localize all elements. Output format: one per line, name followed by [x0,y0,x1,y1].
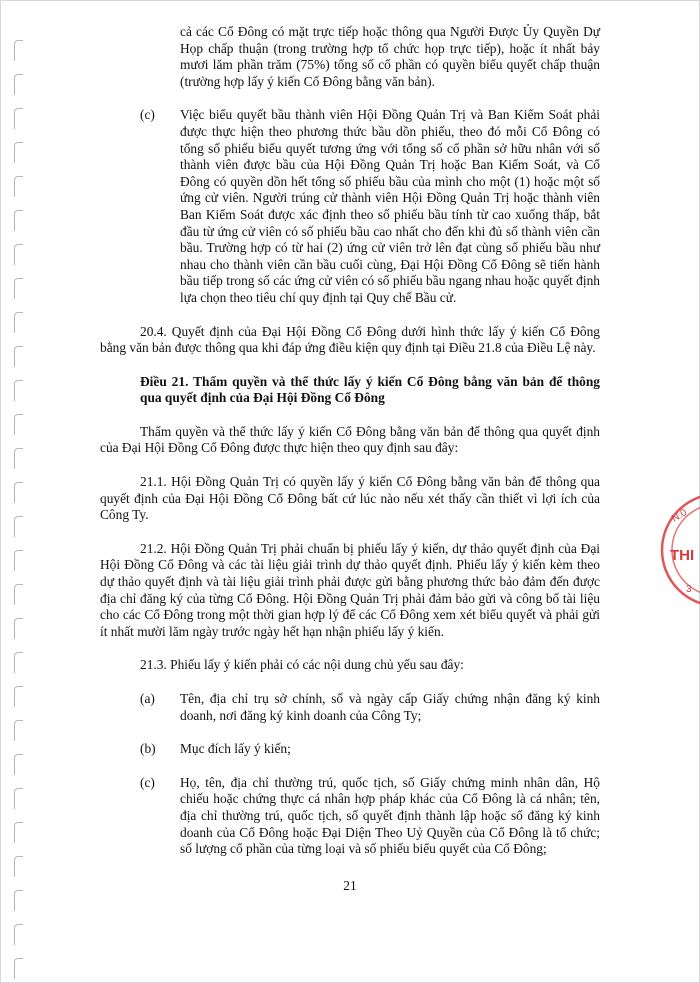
seal-text-bottom: 3 [686,584,692,595]
page-number: 21 [343,878,357,893]
binding-hole [14,652,23,673]
binding-holes [0,0,30,983]
binding-hole [14,482,23,503]
binding-hole [14,754,23,775]
binding-hole [14,346,23,367]
list-item-c-contents [100,775,600,858]
binding-hole [14,958,23,979]
binding-hole [14,924,23,945]
binding-hole [14,414,23,435]
list-item-text: Việc biểu quyết bầu thành viên Hội Đồng Quản Trị và Ban Kiểm Soát phải được thực hiện theo phương thức bầu dồn phiếu, theo đó mỗi Cổ Đông có tổng số phiếu biểu quyết tương ứng với tổng số cổ phần sở hữu nhân với số thành viên được bầu của Hội Đồng Quản Trị hoặc Ban Kiểm Soát, và Cổ Đông có quyền dồn hết tổng số phiếu bầu của mình cho một (1) hoặc một số ứng cử viên. Người trúng cử thành viên Hội Đồng Quản Trị hoặc thành viên Ban Kiểm Soát được xác định theo số phiếu bầu tính từ cao xuống thấp, bắt đầu từ ứng cử viên có số phiếu bầu cao nhất cho đến khi đủ số thành viên cần bầu. Trường hợp có từ hai (2) ứng cử viên trở lên đạt cùng số phiếu bầu như nhau cho thành viên cần bầu cuối cùng, Đại Hội Đồng Cổ Đông sẽ tiến hành bầu tiếp trong số các ứng cử viên có số phiếu bầu ngang nhau hoặc quyết định lựa chọn theo tiêu chí quy định tại Quy chế Bầu cử. [180,107,600,305]
clause-21-3: 21.3. Phiếu lấy ý kiến phải có các nội dung chủ yếu sau đây: [140,657,464,673]
list-marker: (c) [140,774,155,790]
article-21-intro: Thẩm quyền và thể thức lấy ý kiến Cổ Đông bằng văn bản để thông qua quyết định của Đại Hội Đồng Cổ Đông được thực hiện theo quy định sau đây: [100,423,600,456]
binding-hole [14,686,23,707]
binding-hole [14,380,23,401]
clause-21-2: 21.2. Hội Đồng Quản Trị phải chuẩn bị phiếu lấy ý kiến, dự thảo quyết định của Đại Hội Đồng Cổ Đông và các tài liệu giải trình dự thảo quyết định. Phiếu lấy ý kiến kèm theo dự thảo quyết định và tài liệu giải trình phải được gửi bằng phương thức bảo đảm đến được địa chỉ đăng ký của từng Cổ Đông. Hội Đồng Quản Trị phải đảm bảo gửi và công bố tài liệu cho các Cổ Đông trong một thời gian hợp lý để các Cổ Đông xem xét biểu quyết và phải gửi ít nhất mười lăm ngày trước ngày hết hạn nhận phiếu lấy ý kiến. [100,540,600,639]
binding-hole [14,856,23,877]
company-seal [660,480,700,620]
clause-20-4: 20.4. Quyết định của Đại Hội Đồng Cổ Đông dưới hình thức lấy ý kiến Cổ Đông bằng văn bản được thông qua khi đáp ứng điều kiện quy định tại Điều 21.8 của Điều Lệ này. [100,323,600,356]
article-21-heading: Điều 21. Thẩm quyền và thể thức lấy ý kiến Cổ Đông bằng văn bản để thông qua quyết định của Đại Hội Đồng Cổ Đông [140,373,600,406]
page-body [100,24,600,858]
binding-hole [14,74,23,95]
binding-hole [14,516,23,537]
list-item-a [100,691,600,724]
binding-hole [14,788,23,809]
binding-hole [14,448,23,469]
list-marker: (a) [140,691,155,706]
clause-21-1: 21.1. Hội Đồng Quản Trị có quyền lấy ý kiến Cổ Đông bằng văn bản để thông qua quyết định của Đại Hội Đồng Cổ Đông bất cứ lúc nào nếu xét thấy cần thiết vì lợi ích của Công Ty. [100,474,600,523]
binding-hole [14,618,23,639]
binding-hole [14,108,23,129]
list-item-text: Mục đích lấy ý kiến; [180,741,291,757]
seal-text-top: N.0 [670,507,689,525]
list-item-b [100,741,600,758]
binding-hole [14,822,23,843]
list-marker: (b) [140,741,156,757]
binding-hole [14,244,23,265]
continued-paragraph: cả các Cổ Đông có mặt trực tiếp hoặc thông qua Người Được Ủy Quyền Dự Họp chấp thuận (trong trường hợp tổ chức họp trực tiếp), hoặc ít nhất bảy mươi lăm phần trăm (75%) tổng số cổ phần có quyền biểu quyết chấp thuận (trường hợp lấy ý kiến Cổ Đông bằng văn bản). [180,24,600,89]
binding-hole [14,176,23,197]
binding-hole [14,584,23,605]
binding-hole [14,210,23,231]
list-marker: (c) [140,107,155,123]
binding-hole [14,40,23,61]
binding-hole [14,142,23,163]
list-item-text: Họ, tên, địa chỉ thường trú, quốc tịch, số Giấy chứng minh nhân dân, Hộ chiếu hoặc chứng thực cá nhân hợp pháp khác của Cổ Đông là cá nhân; tên, địa chỉ thường trú, quốc tịch, số quyết định thành lập hoặc số đăng ký kinh doanh của Cổ Đông hoặc Đại Diện Theo Uỷ Quyền của Cổ Đông là tổ chức; số lượng cổ phần của từng loại và số phiếu biểu quyết của Cổ Đông; [180,774,600,857]
binding-hole [14,720,23,741]
binding-hole [14,312,23,333]
seal-icon [660,480,700,620]
list-item-c-voting [100,107,600,306]
list-item-text: Tên, địa chỉ trụ sở chính, số và ngày cấp Giấy chứng nhận đăng ký kinh doanh, nơi đăng ký kinh doanh của Công Ty; [180,691,600,723]
binding-hole [14,550,23,571]
seal-text-mid: THI [670,547,695,564]
binding-hole [14,278,23,299]
